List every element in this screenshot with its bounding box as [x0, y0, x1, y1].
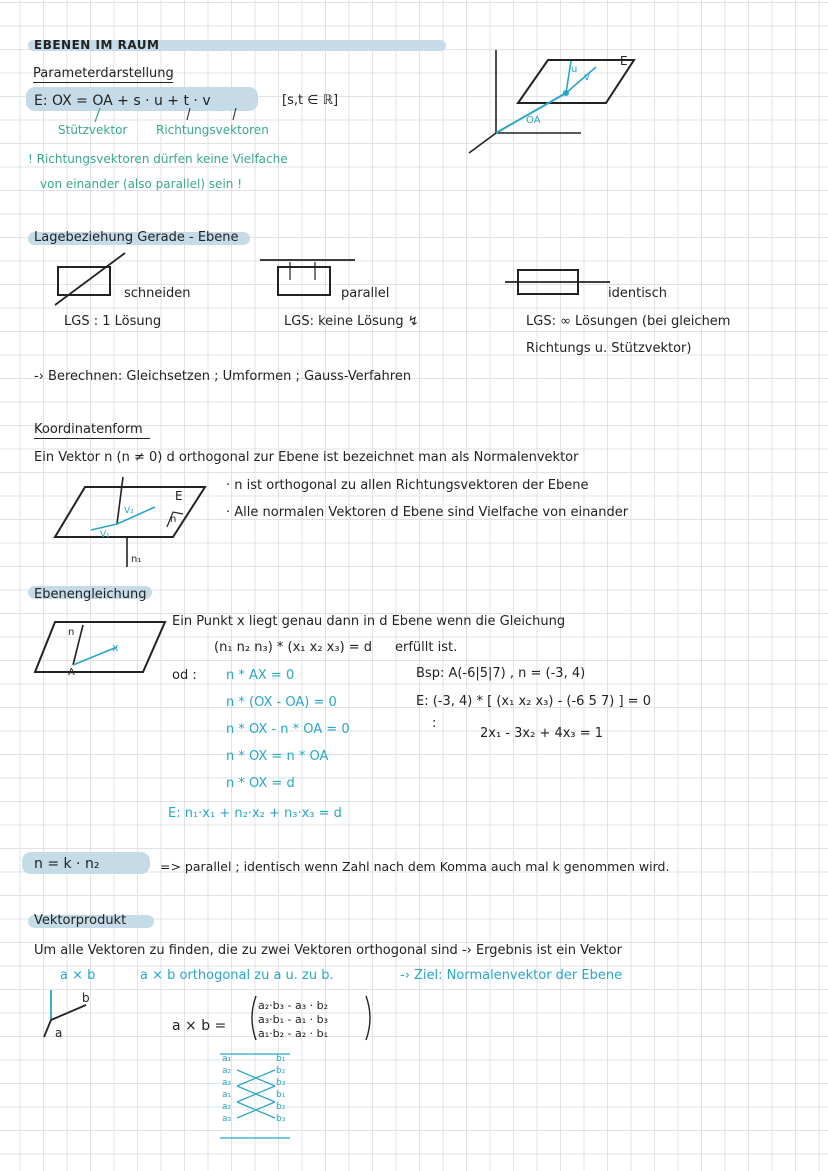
eq-bsp-e: E: (-3, 4) * [ (x₁ x₂ x₃) - (-6 5 7) ] = 0 [416, 694, 651, 709]
lage-case-1-name: schneiden [124, 286, 191, 301]
cross-a: a₃ [222, 1114, 232, 1124]
eq-step-2: n * (OX - OA) = 0 [226, 695, 337, 710]
koord-definition: Ein Vektor n (n ≠ 0) d orthogonal zur Ebene ist bezeichnet man als Normalenvektor [34, 450, 579, 465]
param-heading: Parameterdarstellung [33, 66, 174, 81]
cross-b: b₁ [276, 1054, 286, 1064]
cross-a: a₃ [222, 1078, 232, 1088]
vp-heading: Vektorprodukt [34, 913, 127, 928]
ebenen-figure [35, 620, 165, 680]
fig2-v2-label: V₂ [124, 506, 134, 516]
lage-case-2-name: parallel [341, 286, 390, 301]
vp-matrix-row-2: a₃·b₁ - a₁ · b₃ [258, 1013, 329, 1026]
cross-a: a₂ [222, 1066, 232, 1076]
lage-case-3-lgs2: Richtungs u. Stützvektor) [526, 341, 692, 356]
param-note-2: von einander (also parallel) sein ! [40, 177, 243, 191]
vp-a-label: a [55, 1026, 63, 1040]
vp-lhs: a × b = [172, 1018, 227, 1034]
identisch-figure [500, 260, 620, 300]
lage-figures [50, 250, 470, 310]
lage-case-2-lgs: LGS: keine Lösung ↯ [284, 314, 419, 329]
lage-berechnen: -› Berechnen: Gleichsetzen ; Umformen ; Gauss-Verfahren [34, 369, 412, 384]
lage-heading: Lagebeziehung Gerade - Ebene [34, 230, 239, 245]
kn-text: => parallel ; identisch wenn Zahl nach dem Komma auch mal k genommen wird. [160, 859, 670, 874]
eq-form: (n₁ n₂ n₃) * (x₁ x₂ x₃) = d [214, 640, 373, 655]
eq-step-5: n * OX = d [226, 776, 295, 791]
koord-heading: Koordinatenform [34, 422, 143, 437]
fig1-oa-label: OA [526, 115, 541, 126]
param-domain: [s,t ∈ ℝ] [282, 93, 339, 108]
fig3-x-label: x [112, 641, 119, 654]
param-equation: E: OX = OA + s · u + t · v [34, 93, 211, 109]
cross-a: a₁ [222, 1054, 232, 1064]
fig3-n-label: n [68, 627, 75, 638]
cross-a: a₁ [222, 1090, 232, 1100]
lage-case-3-lgs: LGS: ∞ Lösungen (bei gleichem [526, 314, 731, 329]
fig2-v1-label: V₁ [100, 530, 110, 540]
fig2-E-label: E [175, 489, 183, 503]
vp-axb-label: a × b [60, 968, 96, 983]
underline [34, 438, 150, 439]
eq-intro: Ein Punkt x liegt genau dann in d Ebene wenn die Gleichung [172, 614, 566, 629]
cross-a-col [222, 1053, 231, 1125]
eq-heading: Ebenengleichung [34, 587, 147, 602]
eq-step-4: n * OX = n * OA [226, 749, 329, 764]
stuetzvektor-label: Stützvektor [58, 123, 128, 137]
fig2-n-label: n [170, 514, 177, 525]
cross-a: a₂ [222, 1102, 232, 1112]
vp-ziel: -› Ziel: Normalenvektor der Ebene [400, 968, 623, 983]
cross-b: b₃ [276, 1078, 286, 1088]
cross-b: b₁ [276, 1090, 286, 1100]
kn-formula: n = k · n₂ [34, 856, 100, 872]
param-note-1: ! Richtungsvektoren dürfen keine Vielfache [28, 152, 288, 166]
fig1-u-label: u [571, 64, 578, 75]
vp-matrix-row-3: a₁·b₂ - a₂ · b₁ [258, 1027, 329, 1040]
page-title: EBENEN IM RAUM [34, 38, 160, 52]
eq-bsp-result: 2x₁ - 3x₂ + 4x₃ = 1 [480, 726, 604, 741]
lage-case-3-name: identisch [608, 286, 667, 301]
eq-erfuellt: erfüllt ist. [395, 640, 458, 655]
eq-od: od : [172, 668, 197, 683]
eq-step-3: n * OX - n * OA = 0 [226, 722, 350, 737]
cross-product-figure [36, 985, 116, 1045]
vp-line1: Um alle Vektoren zu finden, die zu zwei Vektoren orthogonal sind -› Ergebnis ist ein Vektor [34, 943, 622, 958]
koord-bullet-2: · Alle normalen Vektoren d Ebene sind Vielfache von einander [226, 505, 629, 520]
fig1-E-label: E [620, 54, 628, 68]
eq-bsp: Bsp: A(-6|5|7) , n = (-3, 4) [416, 666, 586, 681]
fig3-A-label: A [68, 667, 75, 678]
richtungsvektoren-label: Richtungsvektoren [156, 123, 269, 137]
lage-case-1-lgs: LGS : 1 Lösung [64, 314, 162, 329]
fig2-n1-label: n₁ [131, 554, 142, 565]
eq-colon: : [432, 716, 437, 731]
cross-b: b₃ [276, 1114, 286, 1124]
koord-bullet-1: · n ist orthogonal zu allen Richtungsvektoren der Ebene [226, 478, 589, 493]
fig1-v-label: v [584, 72, 590, 83]
plane-figure [466, 45, 646, 165]
matrix-brackets [248, 994, 378, 1044]
vp-matrix-row-1: a₂·b₃ - a₃ · b₂ [258, 999, 329, 1012]
cross-b-col [276, 1053, 285, 1125]
cross-b: b₂ [276, 1066, 286, 1076]
eq-final: E: n₁·x₁ + n₂·x₂ + n₃·x₃ = d [168, 806, 342, 821]
vp-b-label: b [82, 991, 90, 1005]
cross-b: b₂ [276, 1102, 286, 1112]
eq-step-1: n * AX = 0 [226, 668, 295, 683]
vp-orth: a × b orthogonal zu a u. zu b. [140, 968, 334, 983]
